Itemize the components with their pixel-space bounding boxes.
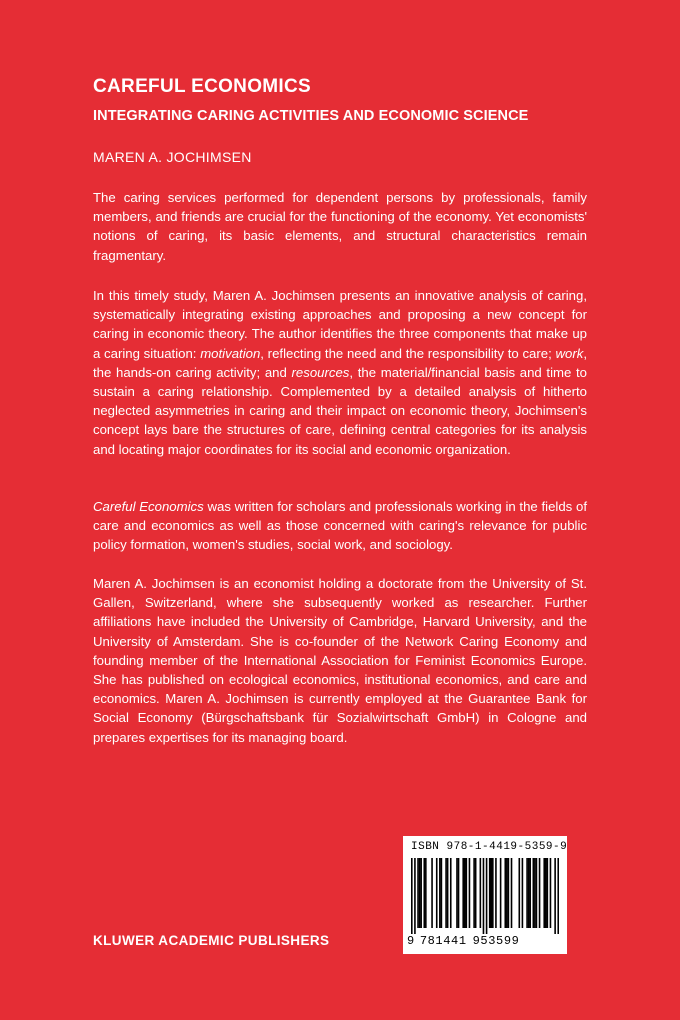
isbn-barcode-block: [403, 836, 567, 954]
publisher-name: KLUWER ACADEMIC PUBLISHERS: [93, 933, 330, 948]
barcode-bar: [441, 858, 443, 928]
p3-book-title: Careful Economics: [93, 499, 204, 514]
barcode-bar: [439, 858, 441, 928]
barcode-bar: [504, 858, 506, 928]
barcode-bar: [431, 858, 433, 928]
barcode-bar: [417, 858, 419, 928]
barcode-icon: [411, 858, 559, 934]
ean-digits: [407, 934, 519, 948]
barcode-bar: [450, 858, 452, 928]
barcode-bar: [466, 858, 468, 928]
barcode-bar: [511, 858, 513, 928]
barcode-bar: [500, 858, 502, 928]
barcode-bar: [473, 858, 475, 928]
book-subtitle: INTEGRATING CARING ACTIVITIES AND ECONOMIC SCIENCE: [93, 108, 529, 124]
barcode-bar: [492, 858, 494, 928]
barcode-bar: [464, 858, 466, 928]
barcode-bar: [489, 858, 491, 928]
barcode-bar: [445, 858, 447, 928]
barcode-bar: [411, 858, 413, 934]
barcode-bar: [543, 858, 545, 928]
isbn-number: ISBN 978-1-4419-5359-9: [411, 841, 568, 853]
barcode-bar: [469, 858, 471, 928]
barcode-bar: [550, 858, 552, 928]
barcode-bar: [545, 858, 547, 928]
p3-text: was written for scholars and professionals working in the fields of care and economics as well as those concerned with caring's relevance for public policy formation, women's studies, social work, and sociology.: [93, 499, 587, 553]
barcode-bar: [536, 858, 538, 928]
barcode-bar: [526, 858, 528, 928]
barcode-bar: [506, 858, 508, 928]
p2-text-g: , the material/financial basis and time to sustain a caring relationship. Complemented by a detailed analysis of hitherto neglected asymmetries in caring and their impact on economic theory, Jochimsen's concept lays bare the structures of care, defining central categories for its analysis and locating major coordinates for its social and economic organization.: [93, 364, 587, 457]
p2-text-e: , the hands-on caring activity; and: [93, 345, 587, 380]
barcode-bar: [486, 858, 488, 934]
barcode-bar: [483, 858, 485, 934]
ean-group-1: 781441: [419, 934, 467, 948]
barcode-bar: [529, 858, 531, 928]
author-name: MAREN A. JOCHIMSEN: [93, 149, 252, 165]
ean-first-digit: 9: [407, 934, 415, 948]
barcode-bar: [420, 858, 422, 928]
barcode-bar: [436, 858, 438, 928]
barcode-bar: [462, 858, 464, 928]
barcode-bar: [533, 858, 535, 928]
p2-term-resources: resources: [291, 364, 350, 380]
barcode-bar: [518, 858, 520, 928]
p2-text-c: , reflecting the need and the responsibility to care;: [260, 345, 556, 361]
barcode-bar: [534, 858, 536, 928]
p2-term-motivation: motivation: [200, 345, 261, 361]
barcode-bar: [490, 858, 492, 928]
barcode-bar: [522, 858, 524, 928]
barcode-bar: [557, 858, 559, 934]
barcode-bar: [447, 858, 449, 928]
description-paragraph-3: [93, 497, 587, 555]
barcode-bar: [539, 858, 541, 928]
description-paragraph-2: [93, 286, 587, 459]
barcode-bar: [414, 858, 416, 934]
barcode-bar: [423, 858, 425, 928]
barcode-bar: [495, 858, 497, 928]
p2-term-work: work: [555, 345, 584, 361]
barcode-bar: [547, 858, 549, 928]
barcode-bar: [419, 858, 421, 928]
ean-group-2: 953599: [472, 934, 520, 948]
barcode-bar: [554, 858, 556, 934]
barcode-bar: [458, 858, 460, 928]
barcode-bar: [425, 858, 427, 928]
book-title: CAREFUL ECONOMICS: [93, 76, 311, 97]
p2-text-a: In this timely study, Maren A. Jochimsen presents an innovative analysis of caring, systematically integrating existing approaches and proposing a new concept for caring in economic theory. The author identifies the three components that make up a caring situation:: [93, 288, 587, 361]
description-paragraph-1: The caring services performed for dependent persons by professionals, family members, and friends are crucial for the functioning of the economy. Yet economists' notions of caring, its basic elements, and structural characteristics remain fragmentary.: [93, 190, 587, 263]
barcode-bar: [508, 858, 510, 928]
barcode-bar: [480, 858, 482, 928]
barcode-bar: [456, 858, 458, 928]
barcode-bar: [475, 858, 477, 928]
barcode-bar: [528, 858, 530, 928]
author-bio-paragraph: Maren A. Jochimsen is an economist holding a doctorate from the University of St. Gallen, Switzerland, where she subsequently worked as researcher. Further affiliations have included the University of Cambridge, Harvard University, and the University of Amsterdam. She is co-founder of the Network Caring Economy and founding member of the International Association for Feminist Economics Europe. She has published on ecological economics, institutional economics, and care and economics. Maren A. Jochimsen is currently employed at the Guarantee Bank for Social Economy (Bürgschaftsbank für Sozialwirtschaft GmbH) in Cologne and prepares expertises for its managing board.: [93, 576, 587, 745]
